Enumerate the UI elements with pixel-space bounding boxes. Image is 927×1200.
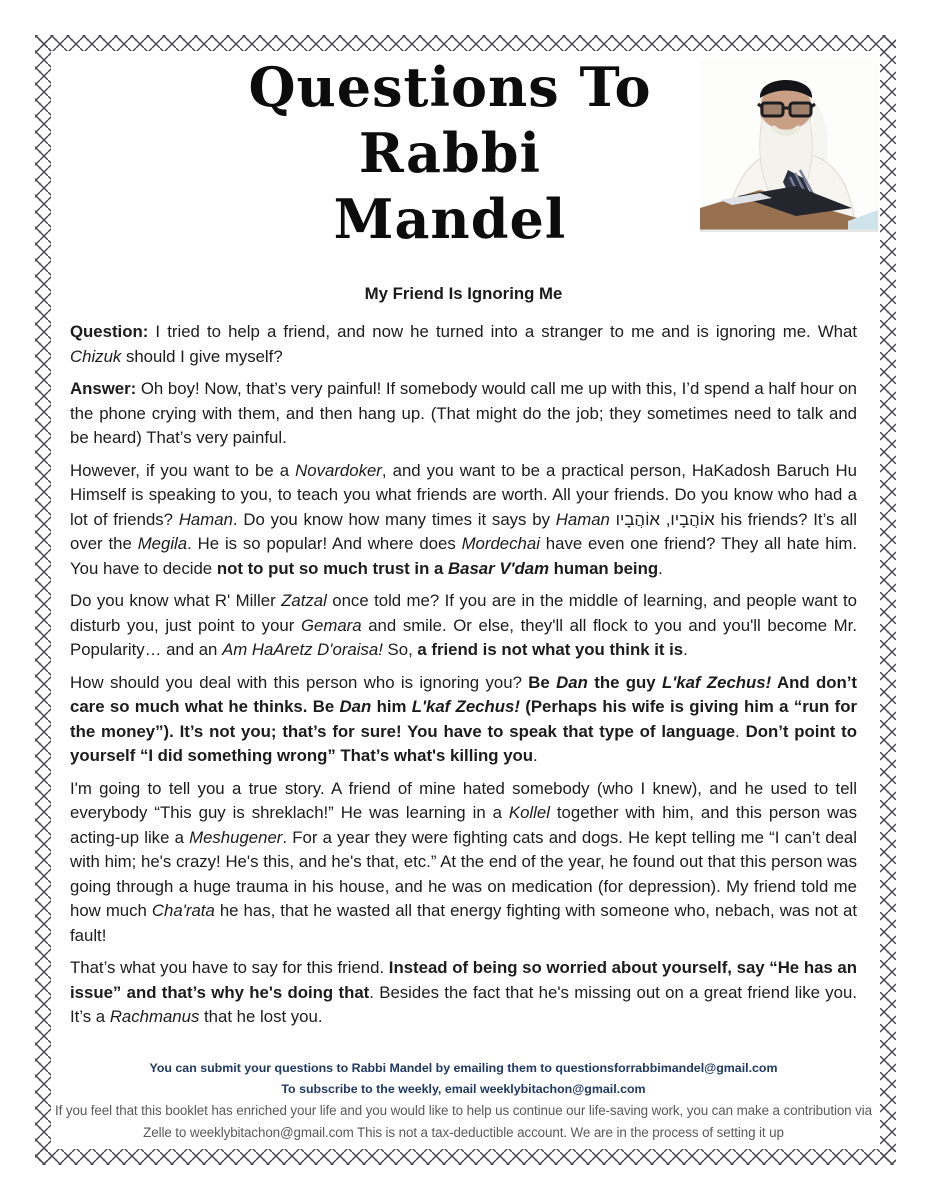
text-run: . For a year they were fighting cats and dogs. He kept telling me “I can’t deal with him; he's crazy! He's this, and he's that, etc.” At the end of the year, he found out that this person was going through a huge trauma in his house, and he was on medication (for depression). My friend told me how much bbox=[70, 827, 857, 920]
border-right bbox=[880, 35, 896, 1165]
text-run: Basar V'dam bbox=[448, 558, 550, 578]
text-run: Question: bbox=[70, 322, 149, 341]
text-run: not to put so much trust in a bbox=[216, 558, 449, 578]
text-run: (Perhaps his wife is giving him a “run for the money”). It’s not you; that’s for sure! You have to speak that type of language bbox=[70, 697, 857, 741]
text-run: Oh boy! Now, that’s very painful! If somebody would call me up with this, I’d spend a half hour on the phone crying with them, and then hang up. (That might do the job; they sometimes need to talk and be heard) That’s very painful. bbox=[70, 379, 857, 447]
text-run: Don’t point to yourself “I did something wrong” That’s what's killing you bbox=[70, 721, 858, 765]
text-run: have even one friend? They all hate him. You have to decide bbox=[70, 534, 857, 578]
text-run: And don’t care so much what he thinks. Be bbox=[70, 672, 857, 716]
text-run: Dan bbox=[556, 672, 588, 692]
text-run: that he lost you. bbox=[199, 1007, 323, 1026]
article bbox=[70, 320, 857, 1030]
text-run: Mordechai bbox=[461, 534, 540, 553]
text-run: Chizuk bbox=[70, 346, 122, 366]
text-run: Rachmanus bbox=[109, 1007, 200, 1026]
text-run: him bbox=[371, 697, 412, 716]
footer-submit-line: You can submit your questions to Rabbi Mandel by emailing them to questionsforrabbimandel@gmail.com bbox=[149, 1061, 778, 1075]
text-run: So, bbox=[382, 640, 418, 659]
text-run: . bbox=[735, 721, 746, 741]
hebrew-text: אוֹהֲבָיו, אוֹהֲבָיו bbox=[615, 509, 715, 529]
paragraph bbox=[70, 777, 857, 949]
text-run: Haman bbox=[555, 509, 610, 529]
paragraph bbox=[70, 671, 857, 769]
text-run: L'kaf Zechus! bbox=[662, 672, 772, 692]
text-run: Gemara bbox=[300, 615, 362, 635]
text-run: How should you deal with this person who is ignoring you? bbox=[70, 672, 529, 692]
text-run: Meshugener bbox=[189, 827, 283, 847]
text-run: the guy bbox=[587, 672, 662, 692]
text-run: Be bbox=[528, 672, 557, 692]
text-run: That’s what you have to say for this friend. bbox=[70, 958, 389, 977]
paragraph bbox=[70, 320, 857, 369]
title-line-3: Mandel bbox=[333, 187, 567, 251]
footer-subscribe-line: To subscribe to the weekly, email weeklybitachon@gmail.com bbox=[281, 1082, 646, 1096]
footer bbox=[40, 1058, 887, 1144]
text-run: . bbox=[683, 640, 688, 659]
article-subtitle: My Friend Is Ignoring Me bbox=[364, 284, 563, 303]
text-run: Cha'rata bbox=[151, 901, 215, 920]
text-run: . Do you know how many times it says by bbox=[232, 509, 556, 529]
border-top bbox=[35, 35, 896, 51]
text-run: . Besides the fact that he's missing out on a great friend like you. It’s a bbox=[70, 982, 857, 1026]
text-run: Answer: bbox=[70, 379, 137, 398]
text-run: Dan bbox=[339, 697, 372, 716]
text-run: Zatzal bbox=[281, 591, 327, 610]
border-bottom bbox=[35, 1149, 896, 1165]
text-run: Haman bbox=[178, 509, 233, 529]
paragraph bbox=[70, 956, 857, 1030]
footer-contribution-line-1: If you feel that this booklet has enriched your life and you would like to help us continue our life-saving work, you can make a contribution via bbox=[55, 1103, 872, 1118]
text-run: Am HaAretz D'oraisa! bbox=[222, 640, 383, 659]
text-run: Do you know what R' Miller bbox=[70, 591, 282, 610]
title-line-2: Rabbi bbox=[358, 121, 542, 185]
text-run: L'kaf Zechus! bbox=[411, 697, 520, 716]
text-run: human being bbox=[549, 558, 659, 578]
footer-contribution-line-2: Zelle to weeklybitachon@gmail.com This is not a tax-deductible account. We are in the process of setting it up bbox=[143, 1125, 784, 1140]
text-run: . He is so popular! And where does bbox=[187, 534, 462, 553]
text-run: . bbox=[533, 746, 538, 765]
paragraph bbox=[70, 459, 857, 582]
text-run: should I give myself? bbox=[121, 346, 283, 366]
text-run: Kollel bbox=[508, 803, 550, 822]
text-run: once told me? If you are in the middle of learning, and people want to disturb you, just point to your bbox=[70, 591, 858, 635]
text-run: and smile. Or else, they'll all flock to you and you'll become Mr. Popularity… and an bbox=[70, 615, 857, 659]
text-run: he has, that he wasted all that energy fighting with someone who, nebach, was not at fault! bbox=[70, 901, 857, 945]
rabbi-photo bbox=[700, 58, 878, 232]
text-run: Instead of being so worried about yourself, say “He has an issue” and that’s why he's doing that bbox=[70, 958, 857, 1002]
text-run: together with him, and this person was acting-up like a bbox=[70, 803, 857, 847]
text-run: I tried to help a friend, and now he turned into a stranger to me and is ignoring me. What bbox=[148, 322, 857, 341]
text-run: I'm going to tell you a true story. A friend of mine hated somebody (who I knew), and he used to tell everybody “This guy is shreklach!” He was learning in a bbox=[70, 778, 857, 822]
text-run: a friend is not what you think it is bbox=[417, 640, 684, 659]
text-run: his friends? It’s all over the bbox=[70, 509, 857, 553]
border-left bbox=[35, 35, 51, 1165]
text-run: , and you want to be a practical person, HaKadosh Baruch Hu Himself is speaking to you, to teach you what friends are worth. All your friends. Do you know who had a lot of friends? bbox=[70, 460, 857, 529]
title-line-1: Questions To bbox=[248, 55, 652, 119]
paragraph bbox=[70, 377, 857, 451]
text-run: . bbox=[658, 558, 663, 578]
text-run: Megila bbox=[137, 534, 188, 553]
text-run: Novardoker bbox=[295, 460, 382, 480]
photo-edge bbox=[700, 230, 878, 233]
paragraph bbox=[70, 589, 857, 663]
text-run: However, if you want to be a bbox=[70, 460, 296, 480]
